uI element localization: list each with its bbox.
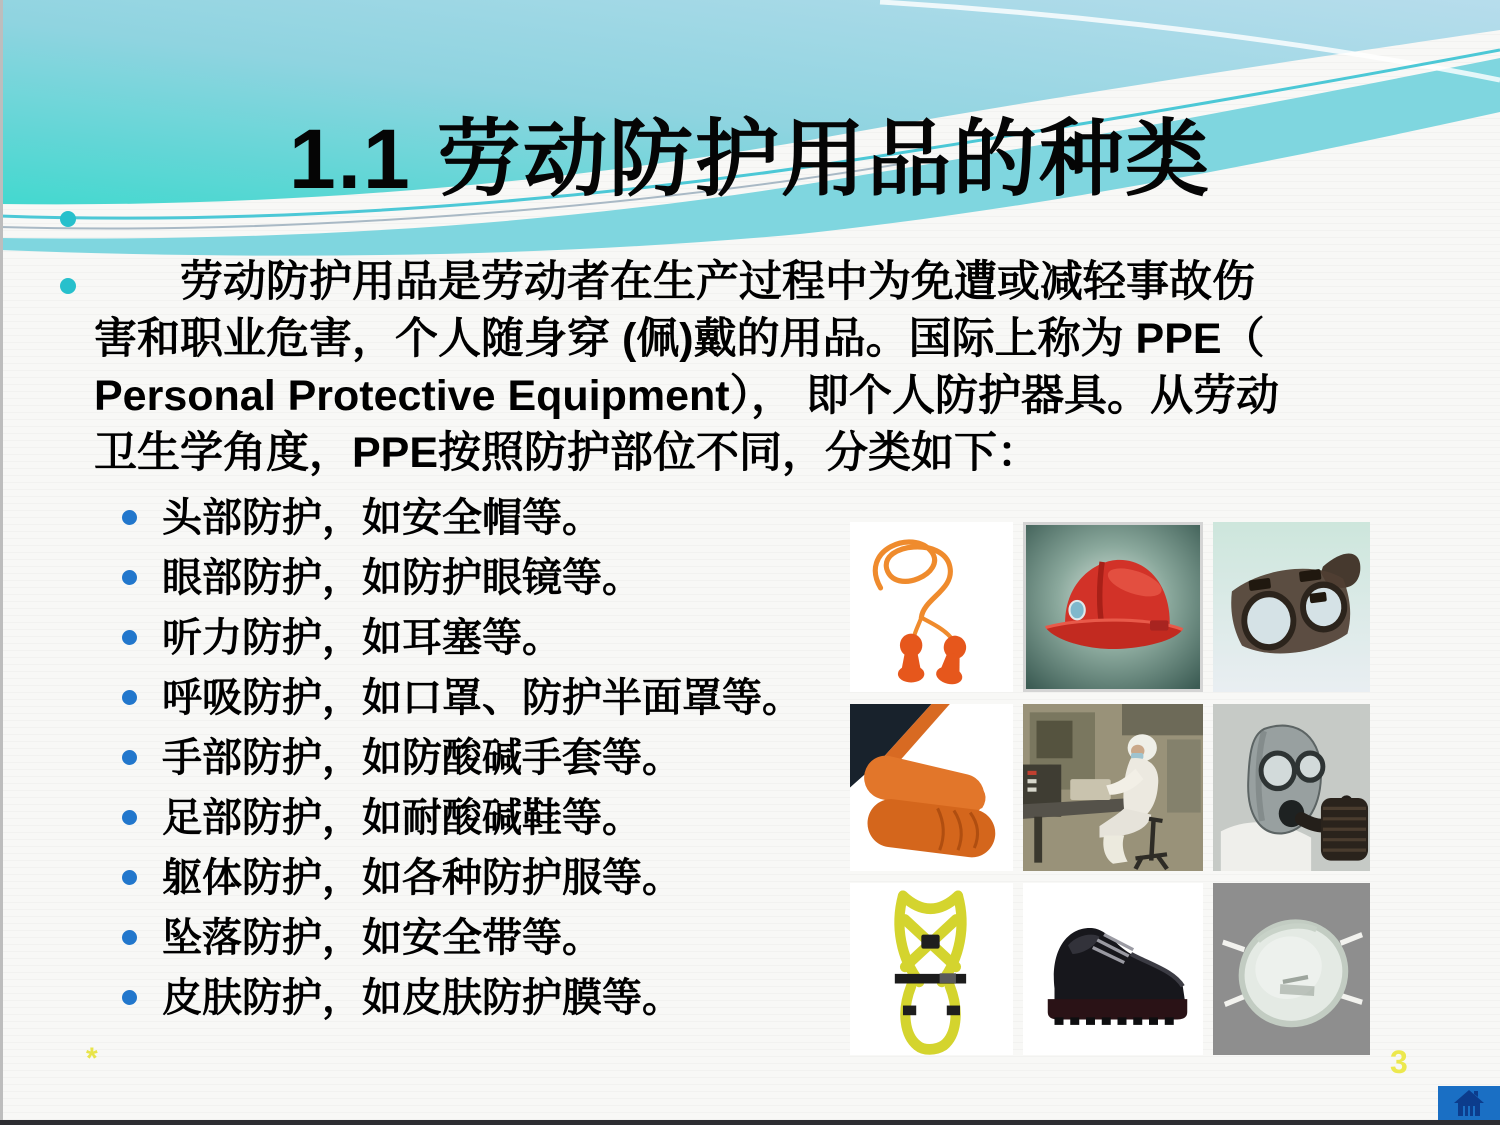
intro-paragraph (94, 254, 1434, 482)
protection-type-list (120, 498, 880, 1038)
intro-line: 害和职业危害，个人随身穿 (佩)戴的用品。国际上称为 PPE（ (94, 315, 1265, 363)
list-item (120, 978, 880, 1018)
list-item-label: 头部防护，如安全帽等。 (162, 496, 602, 540)
slide-title: 1.1 劳动防护用品的种类 (288, 112, 1212, 206)
gas-mask-illustration (1213, 704, 1370, 871)
home-button[interactable] (1438, 1086, 1500, 1120)
photo-protective-gloves (850, 704, 1013, 871)
home-icon (1452, 1089, 1486, 1117)
list-item-label: 呼吸防护，如口罩、防护半面罩等。 (162, 676, 802, 720)
photo-earplugs (850, 522, 1013, 692)
photo-protective-suit-worker (1023, 704, 1203, 871)
intro-line: 卫生学角度，PPE按照防护部位不同，分类如下： (94, 429, 1041, 477)
list-item-label: 躯体防护，如各种防护服等。 (162, 856, 682, 900)
intro-line: 劳动防护用品是劳动者在生产过程中为免遭或减轻事故伤 (180, 258, 1255, 306)
list-item (120, 738, 880, 778)
goggles-illustration (1213, 522, 1370, 692)
list-item (120, 918, 880, 958)
list-item-label: 眼部防护，如防护眼镜等。 (162, 556, 642, 600)
list-item-label: 听力防护，如耳塞等。 (162, 616, 562, 660)
worker-illustration (1023, 704, 1203, 871)
gloves-illustration (850, 704, 1013, 871)
list-item (120, 798, 880, 838)
helmet-illustration (1026, 525, 1200, 689)
list-item-label: 足部防护，如耐酸碱鞋等。 (162, 796, 642, 840)
list-item (120, 558, 880, 598)
photo-safety-shoe (1023, 883, 1203, 1055)
footnote-marker: * (86, 1042, 98, 1075)
list-item (120, 678, 880, 718)
shoe-illustration (1023, 883, 1203, 1055)
list-item (120, 858, 880, 898)
photo-dust-respirator (1213, 883, 1370, 1055)
empty-bullet-dot (60, 211, 76, 227)
respirator-illustration (1213, 883, 1370, 1055)
earplugs-illustration (850, 522, 1013, 692)
list-item (120, 498, 880, 538)
photo-safety-helmet (1023, 522, 1203, 692)
photo-gas-mask (1213, 704, 1370, 871)
photo-goggles (1213, 522, 1370, 692)
intro-bullet-dot (60, 278, 76, 294)
harness-illustration (850, 883, 1013, 1055)
list-item-label: 皮肤防护，如皮肤防护膜等。 (162, 976, 682, 1020)
list-item-label: 坠落防护，如安全带等。 (162, 916, 602, 960)
photo-safety-harness (850, 883, 1013, 1055)
list-item (120, 618, 880, 658)
list-item-label: 手部防护，如防酸碱手套等。 (162, 736, 682, 780)
slide-bottom-bar (0, 1120, 1500, 1125)
page-number: 3 (1390, 1044, 1408, 1080)
ppe-photo-grid (850, 522, 1370, 1055)
intro-line: Personal Protective Equipment）， 即个人防护器具。从劳动 (94, 372, 1280, 420)
